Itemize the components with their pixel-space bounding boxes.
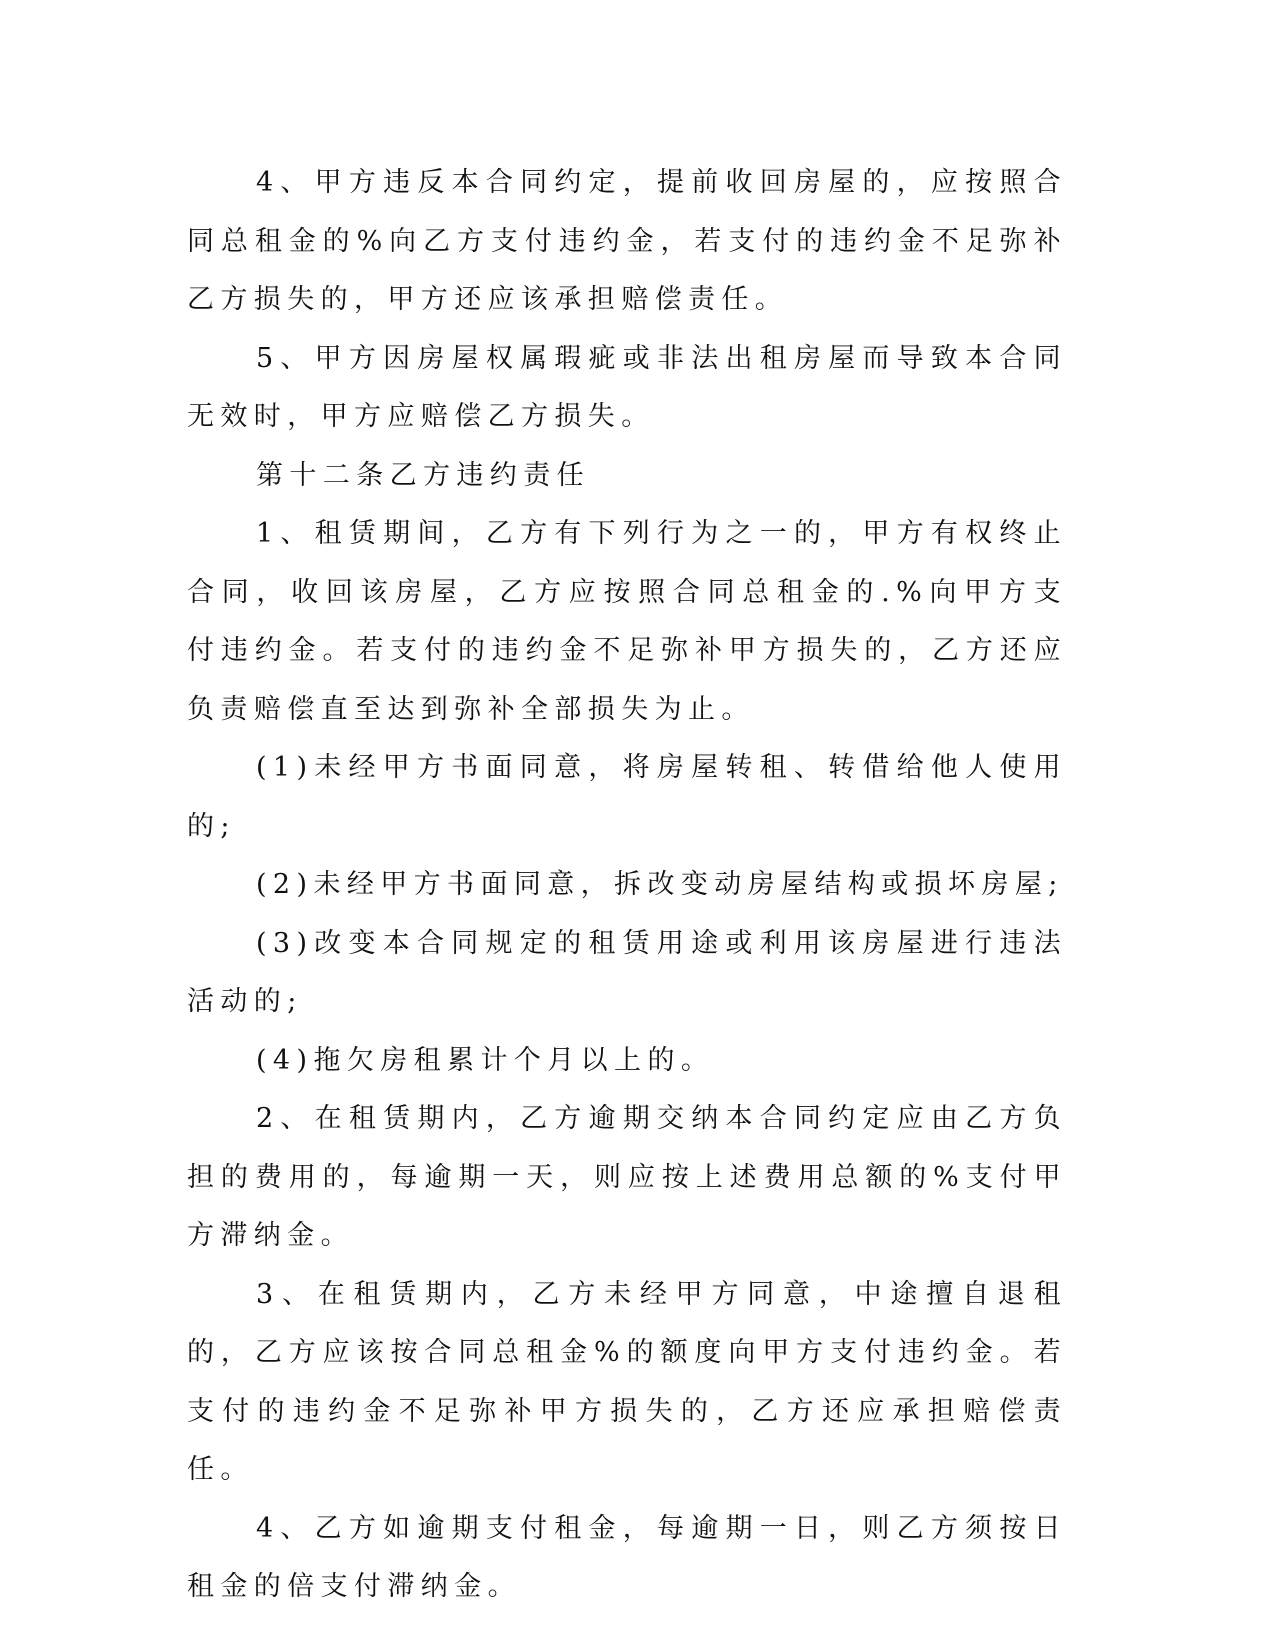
clause-paragraph-early-termination: 3、在租赁期内，乙方未经甲方同意，中途擅自退租的，乙方应该按合同总租金%的额度向甲方支付违约金。若支付的违约金不足弥补甲方损失的，乙方还应承担赔偿责任。 [187, 1278, 1067, 1485]
list-item-illegal-use: (3)改变本合同规定的租赁用途或利用该房屋进行违法活动的; [187, 927, 1067, 1017]
clause-paragraph-lessor-early-recovery: 4、甲方违反本合同约定，提前收回房屋的，应按照合同总租金的%向乙方支付违约金，若支付的违约金不足弥补乙方损失的，甲方还应该承担赔偿责任。 [187, 167, 1067, 315]
list-item-sublease: (1)未经甲方书面同意，将房屋转租、转借给他人使用的; [187, 752, 1067, 842]
clause-paragraph-lessee-termination: 1、租赁期间，乙方有下列行为之一的，甲方有权终止合同，收回该房屋，乙方应按照合同总租金的.%向甲方支付违约金。若支付的违约金不足弥补甲方损失的，乙方还应负责赔偿直至达到弥补全部损失为止。 [187, 518, 1067, 725]
clause-paragraph-lessor-title-defect: 5、甲方因房屋权属瑕疵或非法出租房屋而导致本合同无效时，甲方应赔偿乙方损失。 [187, 342, 1067, 432]
clause-paragraph-late-fees: 2、在租赁期内，乙方逾期交纳本合同约定应由乙方负担的费用的，每逾期一天，则应按上述费用总额的%支付甲方滞纳金。 [187, 1103, 1067, 1251]
list-item-rent-arrears: (4)拖欠房租累计个月以上的。 [256, 1044, 715, 1076]
article-heading-lessee-liability: 第十二条乙方违约责任 [256, 459, 590, 491]
clause-paragraph-late-rent: 4、乙方如逾期支付租金，每逾期一日，则乙方须按日租金的倍支付滞纳金。 [187, 1512, 1067, 1602]
list-item-alteration: (2)未经甲方书面同意，拆改变动房屋结构或损坏房屋; [256, 869, 1064, 900]
document-body [187, 154, 1067, 1617]
